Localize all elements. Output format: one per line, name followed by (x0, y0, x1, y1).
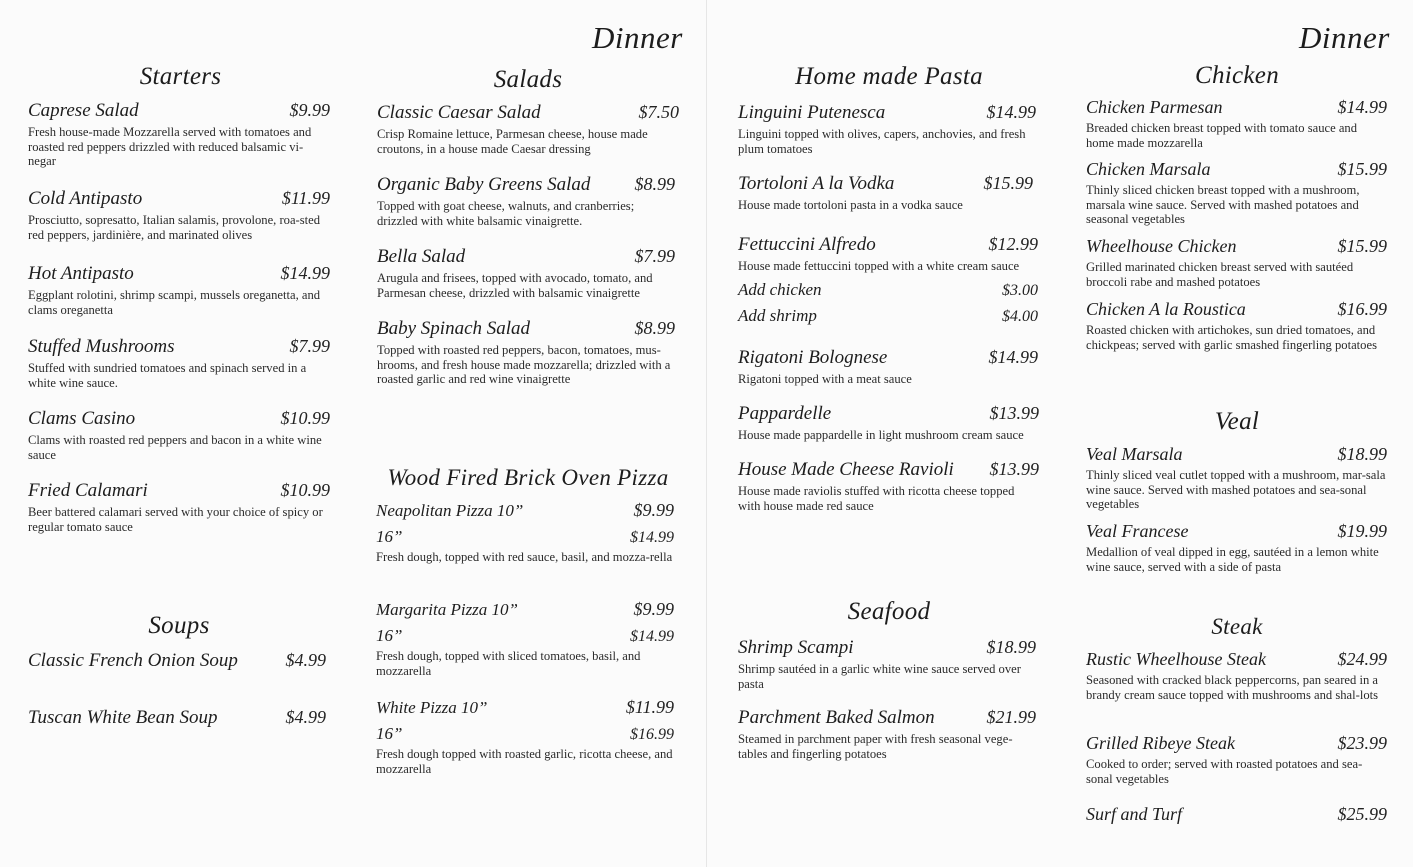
menu-item (377, 102, 679, 156)
item-name: Chicken A la Roustica (1086, 299, 1246, 319)
item-description: Fresh dough, topped with red sauce, basil, and mozza-rella (376, 550, 673, 564)
item-name: Hot Antipasto (28, 263, 134, 284)
menu-page-right (707, 0, 1413, 867)
item-price: $16.99 (1337, 299, 1387, 319)
item-name: Clams Casino (28, 408, 136, 429)
item-price: $11.99 (625, 697, 674, 717)
item-price: $18.99 (1337, 444, 1387, 464)
item-description: Shrimp sautéed in a garlic white wine sauce served over pasta (738, 662, 1021, 691)
item-size: 16” (376, 527, 403, 546)
menu-item (28, 650, 326, 672)
item-price: $21.99 (986, 707, 1036, 727)
section-title-pizza: Wood Fired Brick Oven Pizza (387, 465, 669, 490)
item-name: Bella Salad (377, 246, 466, 267)
item-name: Veal Marsala (1086, 444, 1183, 464)
addon-name: Add chicken (738, 279, 822, 299)
item-description: Medallion of veal dipped in egg, sautéed in a lemon white wine sauce, served with a side of pasta (1086, 545, 1379, 574)
item-price: $13.99 (989, 459, 1039, 479)
item-name: House Made Cheese Ravioli (738, 459, 954, 480)
item-description: Breaded chicken breast topped with tomato sauce and home made mozzarella (1086, 121, 1358, 150)
item-price: $14.99 (630, 529, 674, 546)
section-title-salads: Salads (493, 66, 563, 93)
menu-item (28, 408, 330, 462)
item-price: $10.99 (280, 408, 330, 428)
item-price: $14.99 (986, 102, 1036, 122)
menu-item (28, 336, 330, 390)
menu-item (1086, 733, 1387, 786)
menu-item (1086, 521, 1387, 574)
item-description: Topped with goat cheese, walnuts, and cranberries; drizzled with white balsamic vinaigrette. (377, 199, 635, 228)
item-price: $8.99 (634, 318, 675, 338)
item-price: $23.99 (1337, 733, 1387, 753)
item-price: $10.99 (280, 480, 330, 500)
item-name: Rustic Wheelhouse Steak (1086, 649, 1266, 669)
item-description: Fresh house-made Mozzarella served with tomatoes and roasted red peppers drizzled with reduced balsamic vi-negar (28, 125, 312, 169)
item-price: $15.99 (1337, 159, 1387, 179)
menu-item (377, 174, 675, 228)
item-price: $24.99 (1337, 649, 1387, 669)
menu-item (738, 102, 1036, 156)
item-price: $14.99 (280, 263, 330, 283)
item-size: 16” (376, 626, 403, 645)
menu-page-left (0, 0, 706, 867)
page-title: Dinner (592, 20, 683, 55)
section-title-starters: Starters (139, 63, 222, 90)
item-name: Organic Baby Greens Salad (377, 174, 591, 195)
menu-item (1086, 444, 1387, 512)
item-price: $7.50 (638, 102, 679, 122)
item-name: Neapolitan Pizza 10” (376, 501, 524, 520)
item-price: $14.99 (1337, 97, 1387, 117)
item-name: Parchment Baked Salmon (738, 707, 935, 728)
item-price: $9.99 (289, 100, 330, 120)
menu-item (376, 599, 674, 678)
item-name: Cold Antipasto (28, 188, 143, 209)
item-name: Baby Spinach Salad (377, 318, 531, 339)
item-description: House made pappardelle in light mushroom cream sauce (738, 428, 1024, 442)
menu-item (1086, 649, 1387, 702)
item-price: $8.99 (634, 174, 675, 194)
item-description: Steamed in parchment paper with fresh seasonal vege-tables and fingerling potatoes (738, 732, 1013, 761)
item-description: Thinly sliced veal cutlet topped with a mushroom, mar-sala wine sauce. Served with mashed potatoes and sea-sonal vegetables (1086, 468, 1386, 512)
section-title-steak: Steak (1211, 614, 1263, 639)
menu-item (28, 263, 330, 317)
item-name: Chicken Parmesan (1086, 97, 1223, 117)
item-name: Veal Francese (1086, 521, 1189, 541)
item-name: Wheelhouse Chicken (1086, 236, 1237, 256)
section-title-veal: Veal (1214, 408, 1260, 435)
menu-item (28, 188, 330, 242)
addon-price: $3.00 (1002, 281, 1038, 299)
menu-item (738, 707, 1036, 761)
menu-item (28, 707, 326, 729)
item-price: $7.99 (289, 336, 330, 356)
item-description: Clams with roasted red peppers and bacon in a white wine sauce (28, 433, 322, 462)
item-description: Thinly sliced chicken breast topped with a mushroom, marsala wine sauce. Served with mashed potatoes and seasonal vegetables (1086, 183, 1360, 227)
item-name: Shrimp Scampi (738, 637, 854, 658)
item-description: Crisp Romaine lettuce, Parmesan cheese, house made croutons, in a house made Caesar dressing (377, 127, 648, 156)
section-title-soups: Soups (148, 612, 210, 639)
item-description: Fresh dough topped with roasted garlic, ricotta cheese, and mozzarella (376, 747, 673, 776)
menu-item (738, 403, 1039, 443)
item-name: Margarita Pizza 10” (376, 600, 519, 619)
menu-item (738, 459, 1039, 513)
menu-item (738, 637, 1036, 691)
menu-item (28, 480, 330, 534)
menu-item (738, 347, 1038, 387)
item-price: $12.99 (988, 234, 1038, 254)
item-name: Tortoloni A la Vodka (738, 173, 895, 194)
item-price: $9.99 (633, 599, 674, 619)
menu-item (376, 697, 674, 776)
menu-item (1086, 236, 1387, 289)
item-name: Fried Calamari (28, 480, 148, 501)
item-name: Caprese Salad (28, 100, 139, 121)
item-price: $25.99 (1337, 804, 1387, 824)
menu-item (1086, 97, 1387, 150)
section-title-chicken: Chicken (1194, 62, 1279, 89)
item-description: Topped with roasted red peppers, bacon, tomatoes, mus-hrooms, and fresh house made mozzarella; drizzled with a roasted garlic and red wine vinaigrette (377, 343, 671, 387)
item-price: $13.99 (989, 403, 1039, 423)
item-price: $15.99 (983, 173, 1033, 193)
item-name: Classic Caesar Salad (377, 102, 541, 123)
item-price: $19.99 (1337, 521, 1387, 541)
item-name: Chicken Marsala (1086, 159, 1211, 179)
item-name: Linguini Putenesca (738, 102, 886, 123)
item-name: Stuffed Mushrooms (28, 336, 175, 357)
menu-item (738, 234, 1038, 326)
item-name: Fettuccini Alfredo (738, 234, 876, 255)
item-description: House made fettuccini topped with a white cream sauce (738, 259, 1020, 273)
menu-item (376, 500, 674, 565)
item-description: Seasoned with cracked black peppercorns, pan seared in a brandy cream sauce topped with mushrooms and shal-lots (1086, 673, 1379, 702)
menu-item (1086, 159, 1387, 227)
item-name: Classic French Onion Soup (28, 650, 238, 671)
item-description: Rigatoni topped with a meat sauce (738, 372, 912, 386)
item-name: Surf and Turf (1086, 804, 1183, 824)
addon-name: Add shrimp (738, 305, 817, 325)
item-price: $4.99 (285, 707, 326, 727)
item-name: Rigatoni Bolognese (738, 347, 888, 368)
item-price: $18.99 (986, 637, 1036, 657)
item-price: $16.99 (630, 726, 674, 743)
addon-price: $4.00 (1002, 307, 1038, 325)
item-description: Fresh dough, topped with sliced tomatoes, basil, and mozzarella (376, 649, 641, 678)
item-price: $9.99 (633, 500, 674, 520)
page-title: Dinner (1299, 20, 1390, 55)
item-name: Tuscan White Bean Soup (28, 707, 218, 728)
item-name: Pappardelle (738, 403, 832, 424)
item-description: Arugula and frisees, topped with avocado, tomato, and Parmesan cheese, drizzled with balsamic vinaigrette (377, 271, 653, 300)
addon-row (738, 306, 1038, 326)
item-price: $14.99 (630, 628, 674, 645)
menu-item (738, 173, 1033, 213)
menu-item (28, 100, 330, 169)
section-title-pasta: Home made Pasta (795, 63, 983, 90)
menu-item (1086, 804, 1387, 825)
item-description: Eggplant rolotini, shrimp scampi, mussels oreganetta, and clams oreganetta (28, 288, 321, 317)
addon-row (738, 280, 1038, 300)
item-price: $7.99 (634, 246, 675, 266)
item-price: $14.99 (988, 347, 1038, 367)
item-price: $11.99 (281, 188, 330, 208)
section-title-seafood: Seafood (847, 598, 931, 625)
item-description: House made raviolis stuffed with ricotta cheese topped with house made red sauce (738, 484, 1015, 513)
item-description: House made tortoloni pasta in a vodka sauce (738, 198, 963, 212)
item-price: $15.99 (1337, 236, 1387, 256)
item-price: $4.99 (285, 650, 326, 670)
item-name: Grilled Ribeye Steak (1086, 733, 1235, 753)
item-description: Cooked to order; served with roasted potatoes and sea-sonal vegetables (1086, 757, 1363, 786)
item-description: Stuffed with sundried tomatoes and spinach served in a white wine sauce. (28, 361, 307, 390)
menu-item (377, 246, 675, 300)
item-size: 16” (376, 724, 403, 743)
item-description: Prosciutto, sopresatto, Italian salamis, provolone, roa-sted red peppers, jardinière, and marinated olives (28, 213, 321, 242)
menu-item (1086, 299, 1387, 352)
item-description: Roasted chicken with artichokes, sun dried tomatoes, and chickpeas; served with garlic smashed fingerling potatoes (1086, 323, 1377, 352)
menu-item (377, 318, 675, 387)
item-description: Grilled marinated chicken breast served with sautéed broccoli rabe and mashed potatoes (1086, 260, 1354, 289)
item-name: White Pizza 10” (376, 698, 488, 717)
item-description: Beer battered calamari served with your choice of spicy or regular tomato sauce (28, 505, 323, 534)
item-description: Linguini topped with olives, capers, anchovies, and fresh plum tomatoes (738, 127, 1026, 156)
